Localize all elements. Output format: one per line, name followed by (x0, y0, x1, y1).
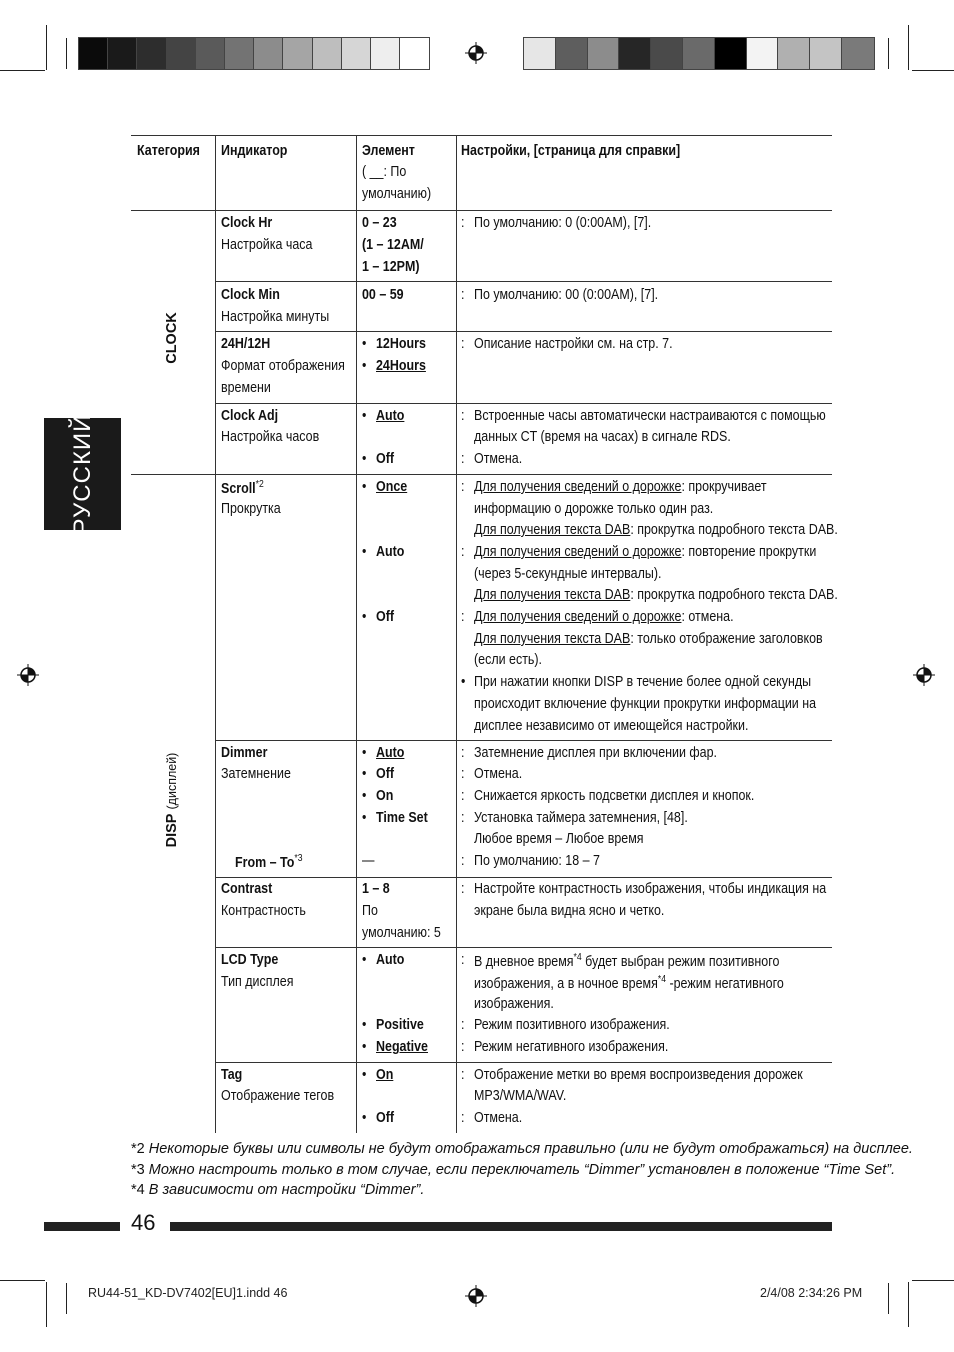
table-text: Отмена. (474, 451, 523, 467)
table-text: Установка таймера затемнения, [48]. (474, 810, 688, 826)
row-name: Clock Min (221, 287, 280, 303)
table-text: Для получения текста DAB: прокрутка подробного текста DAB. (474, 587, 838, 603)
table-text: • (362, 1067, 367, 1083)
row-name: Contrast (221, 881, 273, 897)
table-text: Для получения текста DAB: прокрутка подробного текста DAB. (474, 522, 838, 538)
color-swatch (196, 38, 225, 69)
table-rule (215, 1062, 832, 1063)
crop-mark (66, 1283, 67, 1314)
table-text: Для получения сведений о дорожке: повторение прокрутки (474, 544, 817, 560)
table-text: • (362, 408, 367, 424)
crop-mark (912, 70, 954, 71)
table-text: : (461, 215, 465, 231)
footnote: *4 В зависимости от настройки “Dimmer”. (131, 1182, 425, 1198)
row-name: Dimmer (221, 745, 268, 761)
footer-file-info: RU44-51_KD-DV7402[EU]1.indd 46 (88, 1286, 288, 1300)
row-name: Clock Adj (221, 408, 279, 424)
table-text: : (461, 287, 465, 303)
color-swatch (313, 38, 342, 69)
color-swatch (254, 38, 283, 69)
color-swatch (778, 38, 810, 69)
page-bar-left (44, 1222, 120, 1231)
footer-timestamp: 2/4/08 2:34:26 PM (760, 1286, 863, 1300)
registration-mark-icon (17, 664, 39, 686)
table-text: Встроенные часы автоматически настраиваются с помощью (474, 408, 826, 424)
color-swatch (651, 38, 683, 69)
table-text: Настройка часов (221, 429, 320, 445)
table-text: • (362, 1110, 367, 1126)
table-text: Auto (376, 952, 405, 968)
crop-mark (888, 1283, 889, 1314)
row-name: LCD Type (221, 952, 279, 968)
table-text: Режим негативного изображения. (474, 1039, 669, 1055)
color-swatch (108, 38, 137, 69)
table-text: 1 – 12PM) (362, 259, 420, 275)
table-text: (через 5-секундные интервалы). (474, 566, 662, 582)
table-text: изображения, а в ночное время$^{*4}$ -режим негативного (474, 974, 784, 992)
table-text: 12Hours (376, 336, 426, 352)
table-text: Auto (376, 408, 405, 424)
color-swatch (283, 38, 312, 69)
crop-mark (912, 1280, 954, 1281)
table-text: умолчанию: 5 (362, 925, 441, 941)
table-text: Прокрутка (221, 501, 281, 517)
table-text: : (461, 952, 465, 968)
table-rule (131, 474, 832, 475)
language-tab-label: РУССКИЙ (68, 413, 96, 535)
table-text: Отображение тегов (221, 1088, 335, 1104)
table-text: : (461, 881, 465, 897)
header-element: Элемент (362, 143, 415, 159)
table-text: • (362, 336, 367, 352)
table-text: • (362, 788, 367, 804)
footnote: *2 Некоторые буквы или символы не будут отображаться правильно (или не будут отображаться) на дисплее. (131, 1141, 913, 1157)
table-text: • (362, 810, 367, 826)
table-text: : (461, 609, 465, 625)
table-rule (356, 135, 357, 1133)
table-text: : (461, 766, 465, 782)
crop-mark (46, 25, 47, 70)
table-text: (1 – 12AM/ (362, 237, 424, 253)
color-swatch (400, 38, 429, 69)
color-swatch (683, 38, 715, 69)
crop-mark (908, 1282, 909, 1327)
table-rule (131, 135, 832, 136)
table-text: • (461, 674, 466, 690)
table-text: : (461, 853, 465, 869)
color-swatch (342, 38, 371, 69)
table-text: : (461, 336, 465, 352)
table-text: 1 – 8 (362, 881, 390, 897)
table-rule (215, 331, 832, 332)
row-name: Scroll$^{*2}$ (221, 479, 264, 497)
table-text: происходит включение функции прокрутки информации на (474, 696, 817, 712)
table-text: Затемнение дисплея при включении фар. (474, 745, 718, 761)
table-text: Тип дисплея (221, 974, 294, 990)
color-swatch (225, 38, 254, 69)
registration-mark-icon (465, 42, 487, 64)
table-text: : (461, 1039, 465, 1055)
table-text: 0 – 23 (362, 215, 397, 231)
table-text: ( __: По (362, 164, 407, 180)
table-text: • (362, 609, 367, 625)
page-bar-right (170, 1222, 832, 1231)
table-text: Отображение метки во время воспроизведения дорожек (474, 1067, 803, 1083)
crop-mark (908, 25, 909, 70)
table-text: Затемнение (221, 766, 291, 782)
registration-mark-icon (465, 1285, 487, 1307)
color-swatch (371, 38, 400, 69)
row-name: Clock Hr (221, 215, 273, 231)
table-rule (215, 281, 832, 282)
table-rule (215, 135, 216, 1133)
crop-mark (0, 1280, 45, 1281)
row-name: Tag (221, 1067, 243, 1083)
table-rule (215, 403, 832, 404)
color-swatch (167, 38, 196, 69)
header-settings: Настройки, [страница для справки] (461, 143, 681, 159)
table-text: • (362, 479, 367, 495)
table-text: информацию о дорожке только один раз. (474, 501, 714, 517)
table-text: Off (376, 609, 395, 625)
table-text: : (461, 408, 465, 424)
table-text: Off (376, 766, 395, 782)
row-name: 24H/12H (221, 336, 271, 352)
table-text: дисплее независимо от имеющейся настройки. (474, 718, 749, 734)
crop-mark (66, 38, 67, 69)
table-text: Positive (376, 1017, 424, 1033)
table-text: экране была видна ясно и четко. (474, 903, 665, 919)
table-text: Режим позитивного изображения. (474, 1017, 670, 1033)
table-text: • (362, 766, 367, 782)
color-swatch (842, 38, 874, 69)
table-text: Once (376, 479, 408, 495)
table-text: • (362, 358, 367, 374)
table-text: : (461, 1110, 465, 1126)
table-rule (215, 877, 832, 878)
table-text: Любое время – Любое время (474, 831, 644, 847)
color-swatch (747, 38, 779, 69)
table-text: Отмена. (474, 1110, 523, 1126)
table-text: — (362, 853, 375, 869)
table-text: • (362, 745, 367, 761)
table-text: По умолчанию: 18 – 7 (474, 853, 600, 869)
table-text: Off (376, 451, 395, 467)
table-text: времени (221, 380, 271, 396)
footnote: *3 Можно настроить только в том случае, если переключатель “Dimmer” установлен в положение “Time Set”. (131, 1162, 896, 1178)
crop-mark (888, 38, 889, 69)
table-text: В дневное время$^{*4}$ будет выбран режим позитивного (474, 952, 780, 970)
header-category: Категория (137, 143, 200, 159)
table-rule (215, 947, 832, 948)
table-text: данных CT (время на часах) в сигнале RDS. (474, 429, 731, 445)
color-swatch (588, 38, 620, 69)
table-text: Описание настройки см. на стр. 7. (474, 336, 673, 352)
table-text: Настройка часа (221, 237, 313, 253)
table-text: Для получения сведений о дорожке: прокручивает (474, 479, 767, 495)
table-rule (215, 740, 832, 741)
table-text: Auto (376, 745, 405, 761)
registration-mark-icon (913, 664, 935, 686)
table-text: Настройте контрастность изображения, чтобы индикация на (474, 881, 827, 897)
header-indicator: Индикатор (221, 143, 288, 159)
table-text: • (362, 952, 367, 968)
table-text: По умолчанию: 00 (0:00AM), [7]. (474, 287, 659, 303)
table-text: : (461, 479, 465, 495)
color-swatch (556, 38, 588, 69)
table-text: • (362, 1039, 367, 1055)
table-text: MP3/WMA/WAV. (474, 1088, 567, 1104)
table-text: Negative (376, 1039, 428, 1055)
table-text: From – To$^{*3}$ (235, 853, 303, 871)
table-text: При нажатии кнопки DISP в течение более одной секунды (474, 674, 812, 690)
table-text: Формат отображения (221, 358, 345, 374)
table-text: Снижается яркость подсветки дисплея и кнопок. (474, 788, 755, 804)
table-text: : (461, 788, 465, 804)
table-rule (131, 210, 832, 211)
table-text: : (461, 451, 465, 467)
color-swatch (619, 38, 651, 69)
table-text: (если есть). (474, 652, 543, 668)
group-label-disp: DISP (дисплей) (164, 752, 180, 848)
table-text: Time Set (376, 810, 428, 826)
table-text: По (362, 903, 378, 919)
table-text: : (461, 810, 465, 826)
crop-mark (0, 70, 45, 71)
table-text: : (461, 1017, 465, 1033)
table-text: : (461, 544, 465, 560)
table-text: Auto (376, 544, 405, 560)
table-text: : (461, 745, 465, 761)
color-swatch (524, 38, 556, 69)
table-text: Отмена. (474, 766, 523, 782)
table-text: Настройка минуты (221, 309, 330, 325)
group-label-clock: CLOCK (164, 312, 180, 364)
color-swatch (715, 38, 747, 69)
color-swatch (137, 38, 166, 69)
table-text: Для получения сведений о дорожке: отмена. (474, 609, 734, 625)
table-text: По умолчанию: 0 (0:00AM), [7]. (474, 215, 652, 231)
color-swatch (810, 38, 842, 69)
table-text: On (376, 788, 394, 804)
table-text: Контрастность (221, 903, 306, 919)
table-text: Off (376, 1110, 395, 1126)
crop-mark (46, 1282, 47, 1327)
table-rule (456, 135, 457, 1133)
table-text: 24Hours (376, 358, 426, 374)
table-text: : (461, 1067, 465, 1083)
table-text: Для получения текста DAB: только отображение заголовков (474, 631, 823, 647)
color-swatch (79, 38, 108, 69)
table-text: умолчанию) (362, 186, 432, 202)
table-text: 00 – 59 (362, 287, 404, 303)
table-text: On (376, 1067, 394, 1083)
table-text: • (362, 1017, 367, 1033)
table-text: • (362, 544, 367, 560)
language-tab (44, 413, 121, 535)
page-number: 46 (131, 1210, 156, 1235)
table-text: • (362, 451, 367, 467)
table-text: изображения. (474, 996, 554, 1012)
